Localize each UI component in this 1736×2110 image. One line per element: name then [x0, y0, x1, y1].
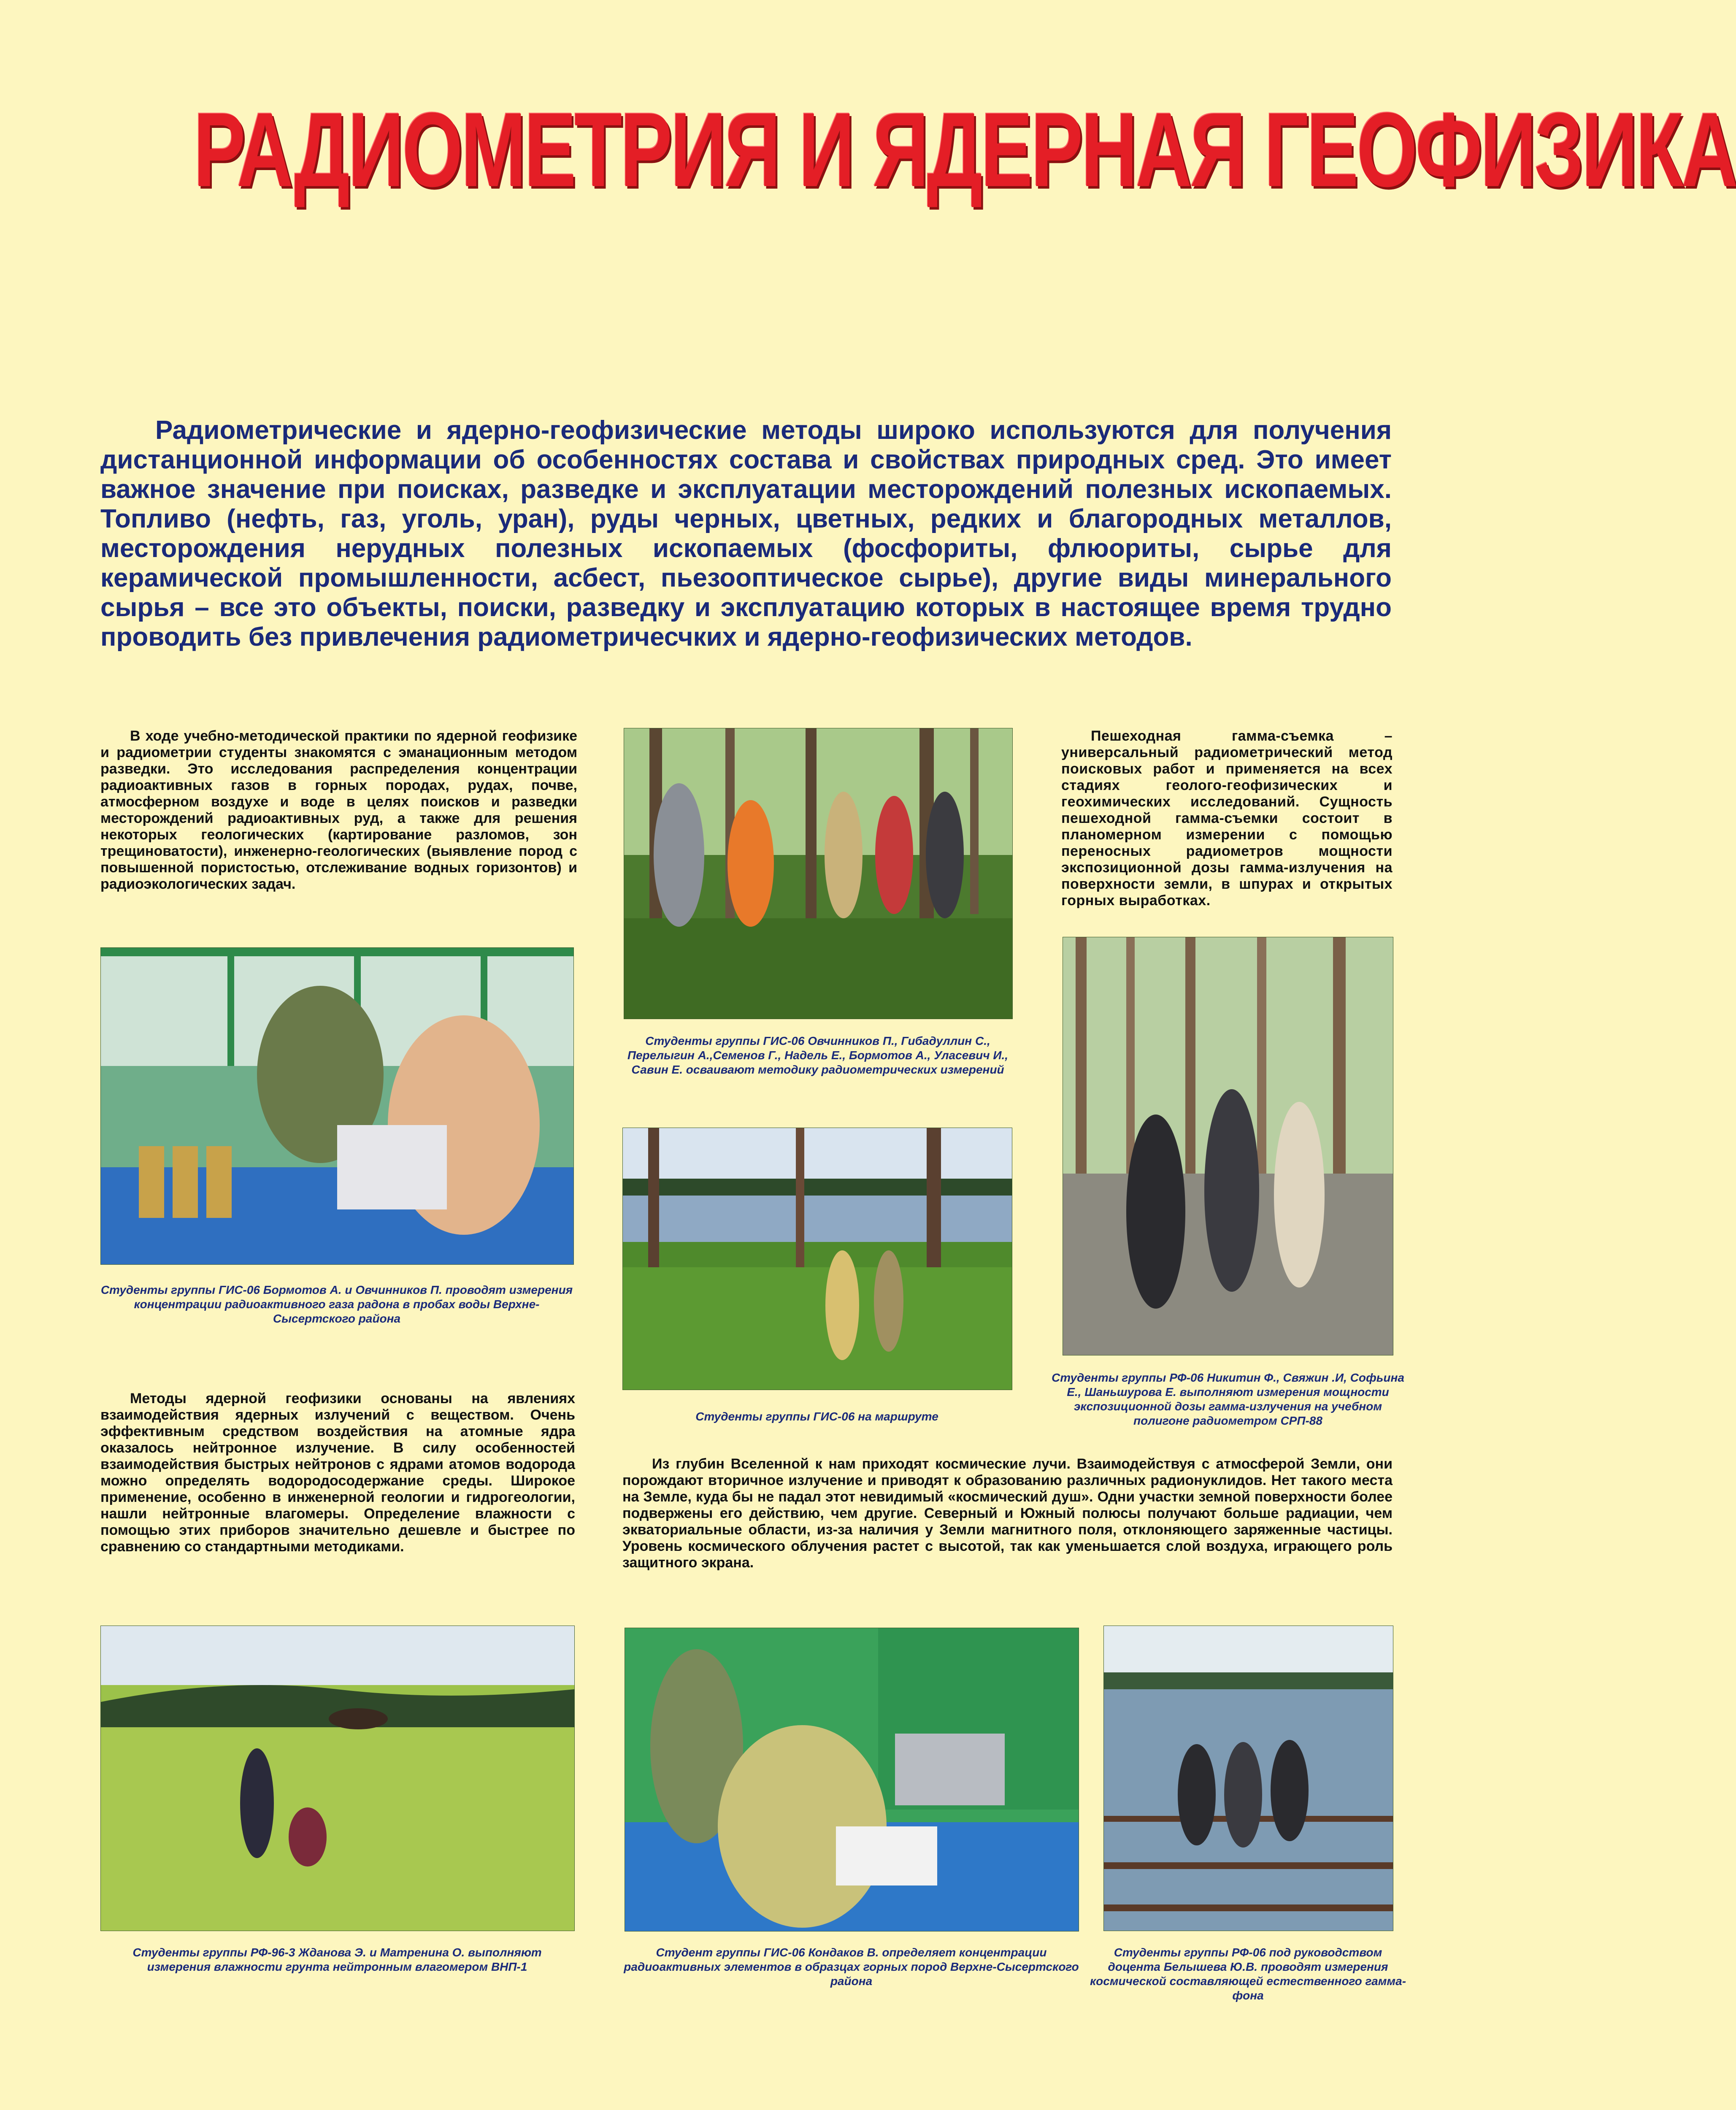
cosmic-paragraph: Из глубин Вселенной к нам приходят космические лучи. Взаимодействуя с атмосферой Земли, они порождают вторичное излучение и приводят к образованию различных радионуклидов. Нет такого места на Земле, куда бы не падал этот невидимый «космический душ». Одни участки земной поверхности более подвержены его действию, чем другие. Северный и Южный полюсы получают больше радиации, чем экваториальные области, из-за наличия у Земли магнитного поля, отклоняющего заряженные частицы. Уровень космического облучения растет с высотой, так как уменьшается слой воздуха, играющего роль защитного экрана.: [622, 1456, 1393, 1571]
photo-gamma-polygon: [1063, 937, 1393, 1355]
photo-kondakov: [625, 1628, 1079, 1931]
photo-moisture: [100, 1626, 575, 1931]
poster-title: РАДИОМЕТРИЯ И ЯДЕРНАЯ ГЕОФИЗИКА: [193, 91, 1736, 208]
emanation-paragraph: В ходе учебно-методической практики по ядерной геофизике и радиометрии студенты знакомятся с эманационным методом разведки. Это исследования распределения концентрации радиоактивных газов в горных породах, рудах, почве, атмосферном воздухе и воде в целях поисков и разведки месторождений радиоактивных руд, а также для решения некоторых геологических (картирование разломов, зон трещиноватости), инженерно-геологических (выявление пород с повышенной пористостью, отслеживание водных горизонтов) и радиоэкологических задач.: [100, 728, 577, 892]
photo-lab-radon: [100, 947, 574, 1265]
caption-forest-group: Студенты группы ГИС-06 Овчинников П., Гибадуллин С., Перелыгин А.,Семенов Г., Надель Е., Бормотов А., Уласевич И., Савин Е. осваивают методику радиометрических измерений: [627, 1034, 1009, 1076]
caption-gamma-polygon: Студенты группы РФ-06 Никитин Ф., Свяжин .И, Софьина Е., Шаньшурова Е. выполняют измерения мощности экспозиционной дозы гамма-излучения на учебном полигоне радиометром СРП-88: [1052, 1371, 1404, 1427]
neutron-paragraph: Методы ядерной геофизики основаны на явлениях взаимодействия ядерных излучений с веществом. Очень эффективным средством воздействия на атомные ядра оказалось нейтронное излучение. В силу особенностей взаимодействия быстрых нейтронов с ядрами атомов водорода можно определять водородосодержание среды. Широкое применение, особенно в инженерной геологии и гидрогеологии, нашли нейтронные влагомеры. Определение влажности с помощью этих приборов значительно дешевле и быстрее по сравнению со стандартными методиками.: [100, 1390, 575, 1555]
photo-cosmic-fon: [1103, 1626, 1393, 1931]
caption-cosmic-fon: Студенты группы РФ-06 под руководством доцента Белышева Ю.В. проводят измерения космической составляющей естественного гамма-фона: [1090, 1946, 1406, 2002]
caption-lab-radon: Студенты группы ГИС-06 Бормотов А. и Овчинников П. проводят измерения концентрации радиоактивного газа радона в пробах воды Верхне-Сысертского района: [100, 1283, 573, 1325]
gamma-survey-paragraph: Пешеходная гамма-съемка – универсальный радиометрический метод поисковых работ и применяется на всех стадиях геолого-геофизических и геохимических исследований. Сущность пешеходной гамма-съемки состоит в планомерном измерении с помощью переносных радиометров мощности экспозиционной дозы гамма-излучения на поверхности земли, в шпурах и открытых горных выработках.: [1061, 728, 1393, 909]
photo-route: [622, 1128, 1012, 1390]
caption-route: Студенты группы ГИС-06 на маршруте: [695, 1410, 938, 1423]
photo-forest-group: [624, 728, 1013, 1019]
caption-moisture: Студенты группы РФ-96-3 Жданова Э. и Матренина О. выполняют измерения влажности грунта нейтронным влагомером ВНП-1: [132, 1946, 542, 1973]
caption-kondakov: Студент группы ГИС-06 Кондаков В. определяет концентрации радиоактивных элементов в образцах горных пород Верхне-Сысертского района: [624, 1946, 1079, 1988]
intro-paragraph: Радиометрические и ядерно-геофизические методы широко используются для получения дистанционной информации об особенностях состава и свойствах природных сред. Это имеет важное значение при поисках, разведке и эксплуатации месторождений полезных ископаемых. Топливо (нефть, газ, уголь, уран), руды черных, цветных, редких и благородных металлов, месторождения нерудных полезных ископаемых (фосфориты, флюориты, сырье для керамической промышленности, асбест, пьезооптическое сырье), другие виды минерального сырья – все это объекты, поиски, разведку и эксплуатацию которых в настоящее время трудно проводить без привлечения радиометричесчких и ядерно-геофизических методов.: [100, 416, 1392, 652]
